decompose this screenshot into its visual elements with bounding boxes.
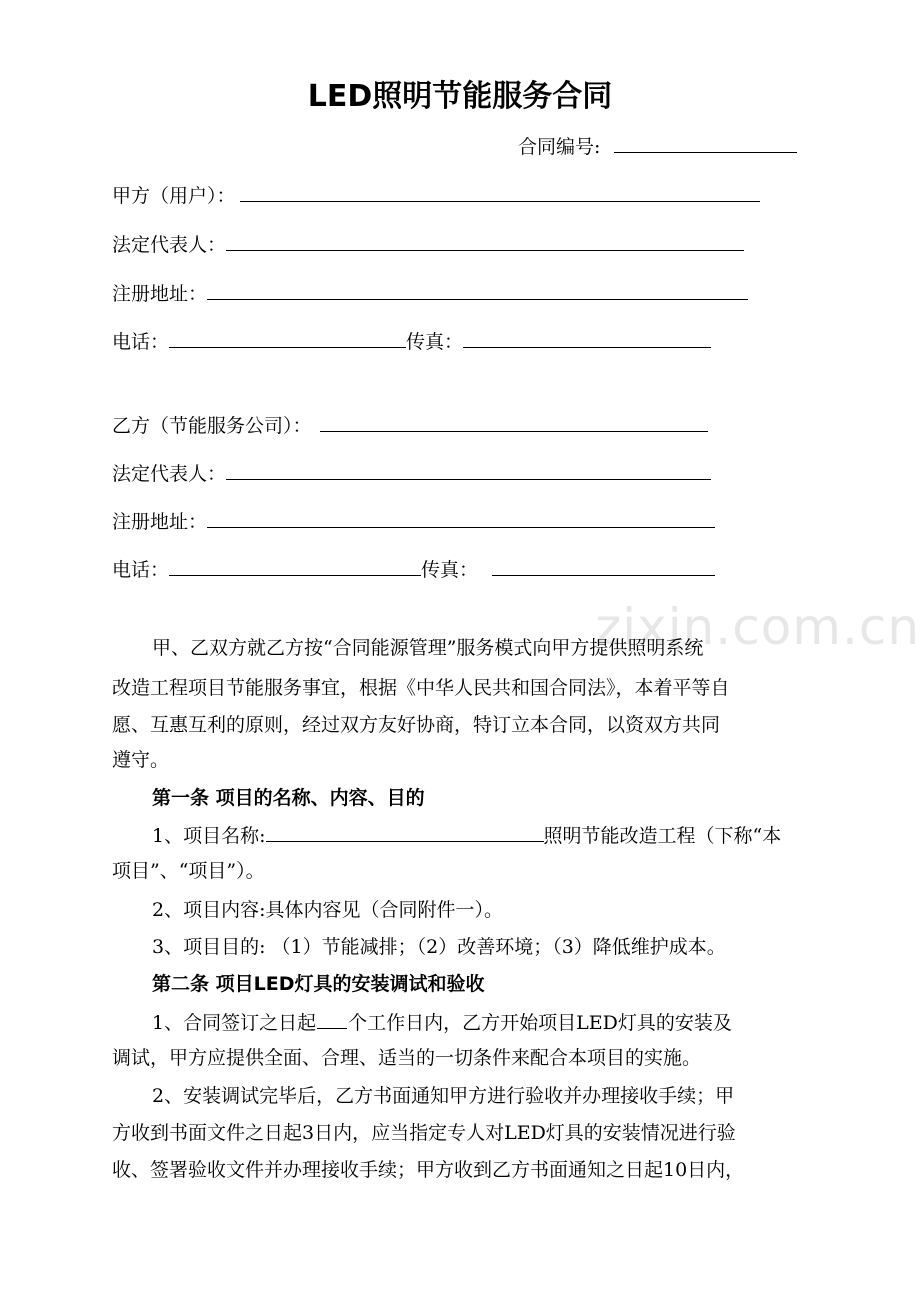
document-title: LED照明节能服务合同: [307, 79, 613, 114]
article-2-item-1: [152, 1010, 732, 1034]
article-1-item-1: [152, 823, 781, 847]
project-name-suffix: 照明节能改造工程（下称“本: [543, 825, 782, 847]
article-1-item-3: 3、项目目的: （1）节能减排；（2）改善环境；（3）降低维护成本。: [152, 936, 726, 958]
party-b-phone-field[interactable]: [169, 557, 421, 576]
project-name-field[interactable]: [266, 823, 544, 842]
party-b-address-field[interactable]: [207, 509, 715, 528]
party-a-rep-field[interactable]: [226, 232, 744, 251]
contract-number-field[interactable]: [614, 134, 797, 153]
party-a-fax-label: 传真：: [406, 331, 464, 353]
party-b-rep-label: 法定代表人：: [112, 463, 227, 485]
party-a-contact-row: [112, 329, 711, 353]
party-b-label: 乙方（节能服务公司）：: [112, 415, 312, 437]
party-b-fax-field[interactable]: [492, 557, 715, 576]
working-days-field[interactable]: [317, 1010, 347, 1029]
intro-line-4: 遵守。: [112, 749, 170, 771]
party-a-phone-field[interactable]: [169, 329, 406, 348]
party-a-address-label: 注册地址：: [112, 283, 208, 305]
party-a-name-row: [112, 183, 760, 207]
party-b-rep-field[interactable]: [226, 461, 711, 480]
party-a-label: 甲方（用户）：: [112, 185, 236, 207]
intro-line-1: 甲、乙双方就乙方按“合同能源管理”服务模式向甲方提供照明系统: [152, 637, 704, 659]
party-a-name-field[interactable]: [240, 183, 760, 202]
article-1-item-2: 2、项目内容:具体内容见（合同附件一）。: [152, 899, 503, 921]
article-1-title: 第一条 项目的名称、内容、目的: [152, 787, 425, 809]
party-b-rep-row: [112, 461, 711, 485]
party-a-address-field[interactable]: [207, 281, 748, 300]
article-1-item-1-cont: 项目”、“项目”）。: [112, 860, 265, 882]
intro-line-2: 改造工程项目节能服务事宜，根据《中华人民共和国合同法》，本着平等自: [112, 677, 730, 699]
article-2-item-2-line-1: 2、安装调试完毕后，乙方书面通知甲方进行验收并办理接收手续；甲: [152, 1085, 735, 1107]
article-2-item-1-prefix: 1、合同签订之日起: [152, 1012, 317, 1034]
contract-number-label: 合同编号:: [518, 136, 601, 158]
party-b-name-field[interactable]: [320, 413, 708, 432]
party-a-fax-field[interactable]: [463, 329, 711, 348]
contract-number-row: [518, 134, 797, 158]
party-a-phone-label: 电话：: [112, 331, 170, 353]
article-2-item-2-line-2: 方收到书面文件之日起3日内，应当指定专人对LED灯具的安装情况进行验: [112, 1122, 736, 1144]
party-b-address-label: 注册地址：: [112, 511, 208, 533]
party-a-rep-row: [112, 232, 744, 256]
party-b-phone-label: 电话：: [112, 559, 170, 581]
party-b-fax-label: 传真：: [421, 559, 479, 581]
party-b-name-row: [112, 413, 708, 437]
article-2-item-1-cont: 调试，甲方应提供全面、合理、适当的一切条件来配合本项目的实施。: [112, 1047, 702, 1069]
party-a-rep-label: 法定代表人：: [112, 234, 227, 256]
party-b-address-row: [112, 509, 715, 533]
watermark-text: zixin.com.cn: [595, 598, 920, 656]
intro-line-3: 愿、互惠互利的原则，经过双方友好协商，特订立本合同，以资双方共同: [112, 714, 721, 736]
project-name-label: 1、项目名称:: [152, 825, 266, 847]
party-a-address-row: [112, 281, 748, 305]
article-2-title: 第二条 项目LED灯具的安装调试和验收: [152, 973, 485, 995]
party-b-contact-row: [112, 557, 715, 581]
article-2-item-2-line-3: 收、签署验收文件并办理接收手续；甲方收到乙方书面通知之日起10日内，: [112, 1159, 745, 1181]
article-2-item-1-suffix: 个工作日内，乙方开始项目LED灯具的安装及: [348, 1012, 732, 1034]
